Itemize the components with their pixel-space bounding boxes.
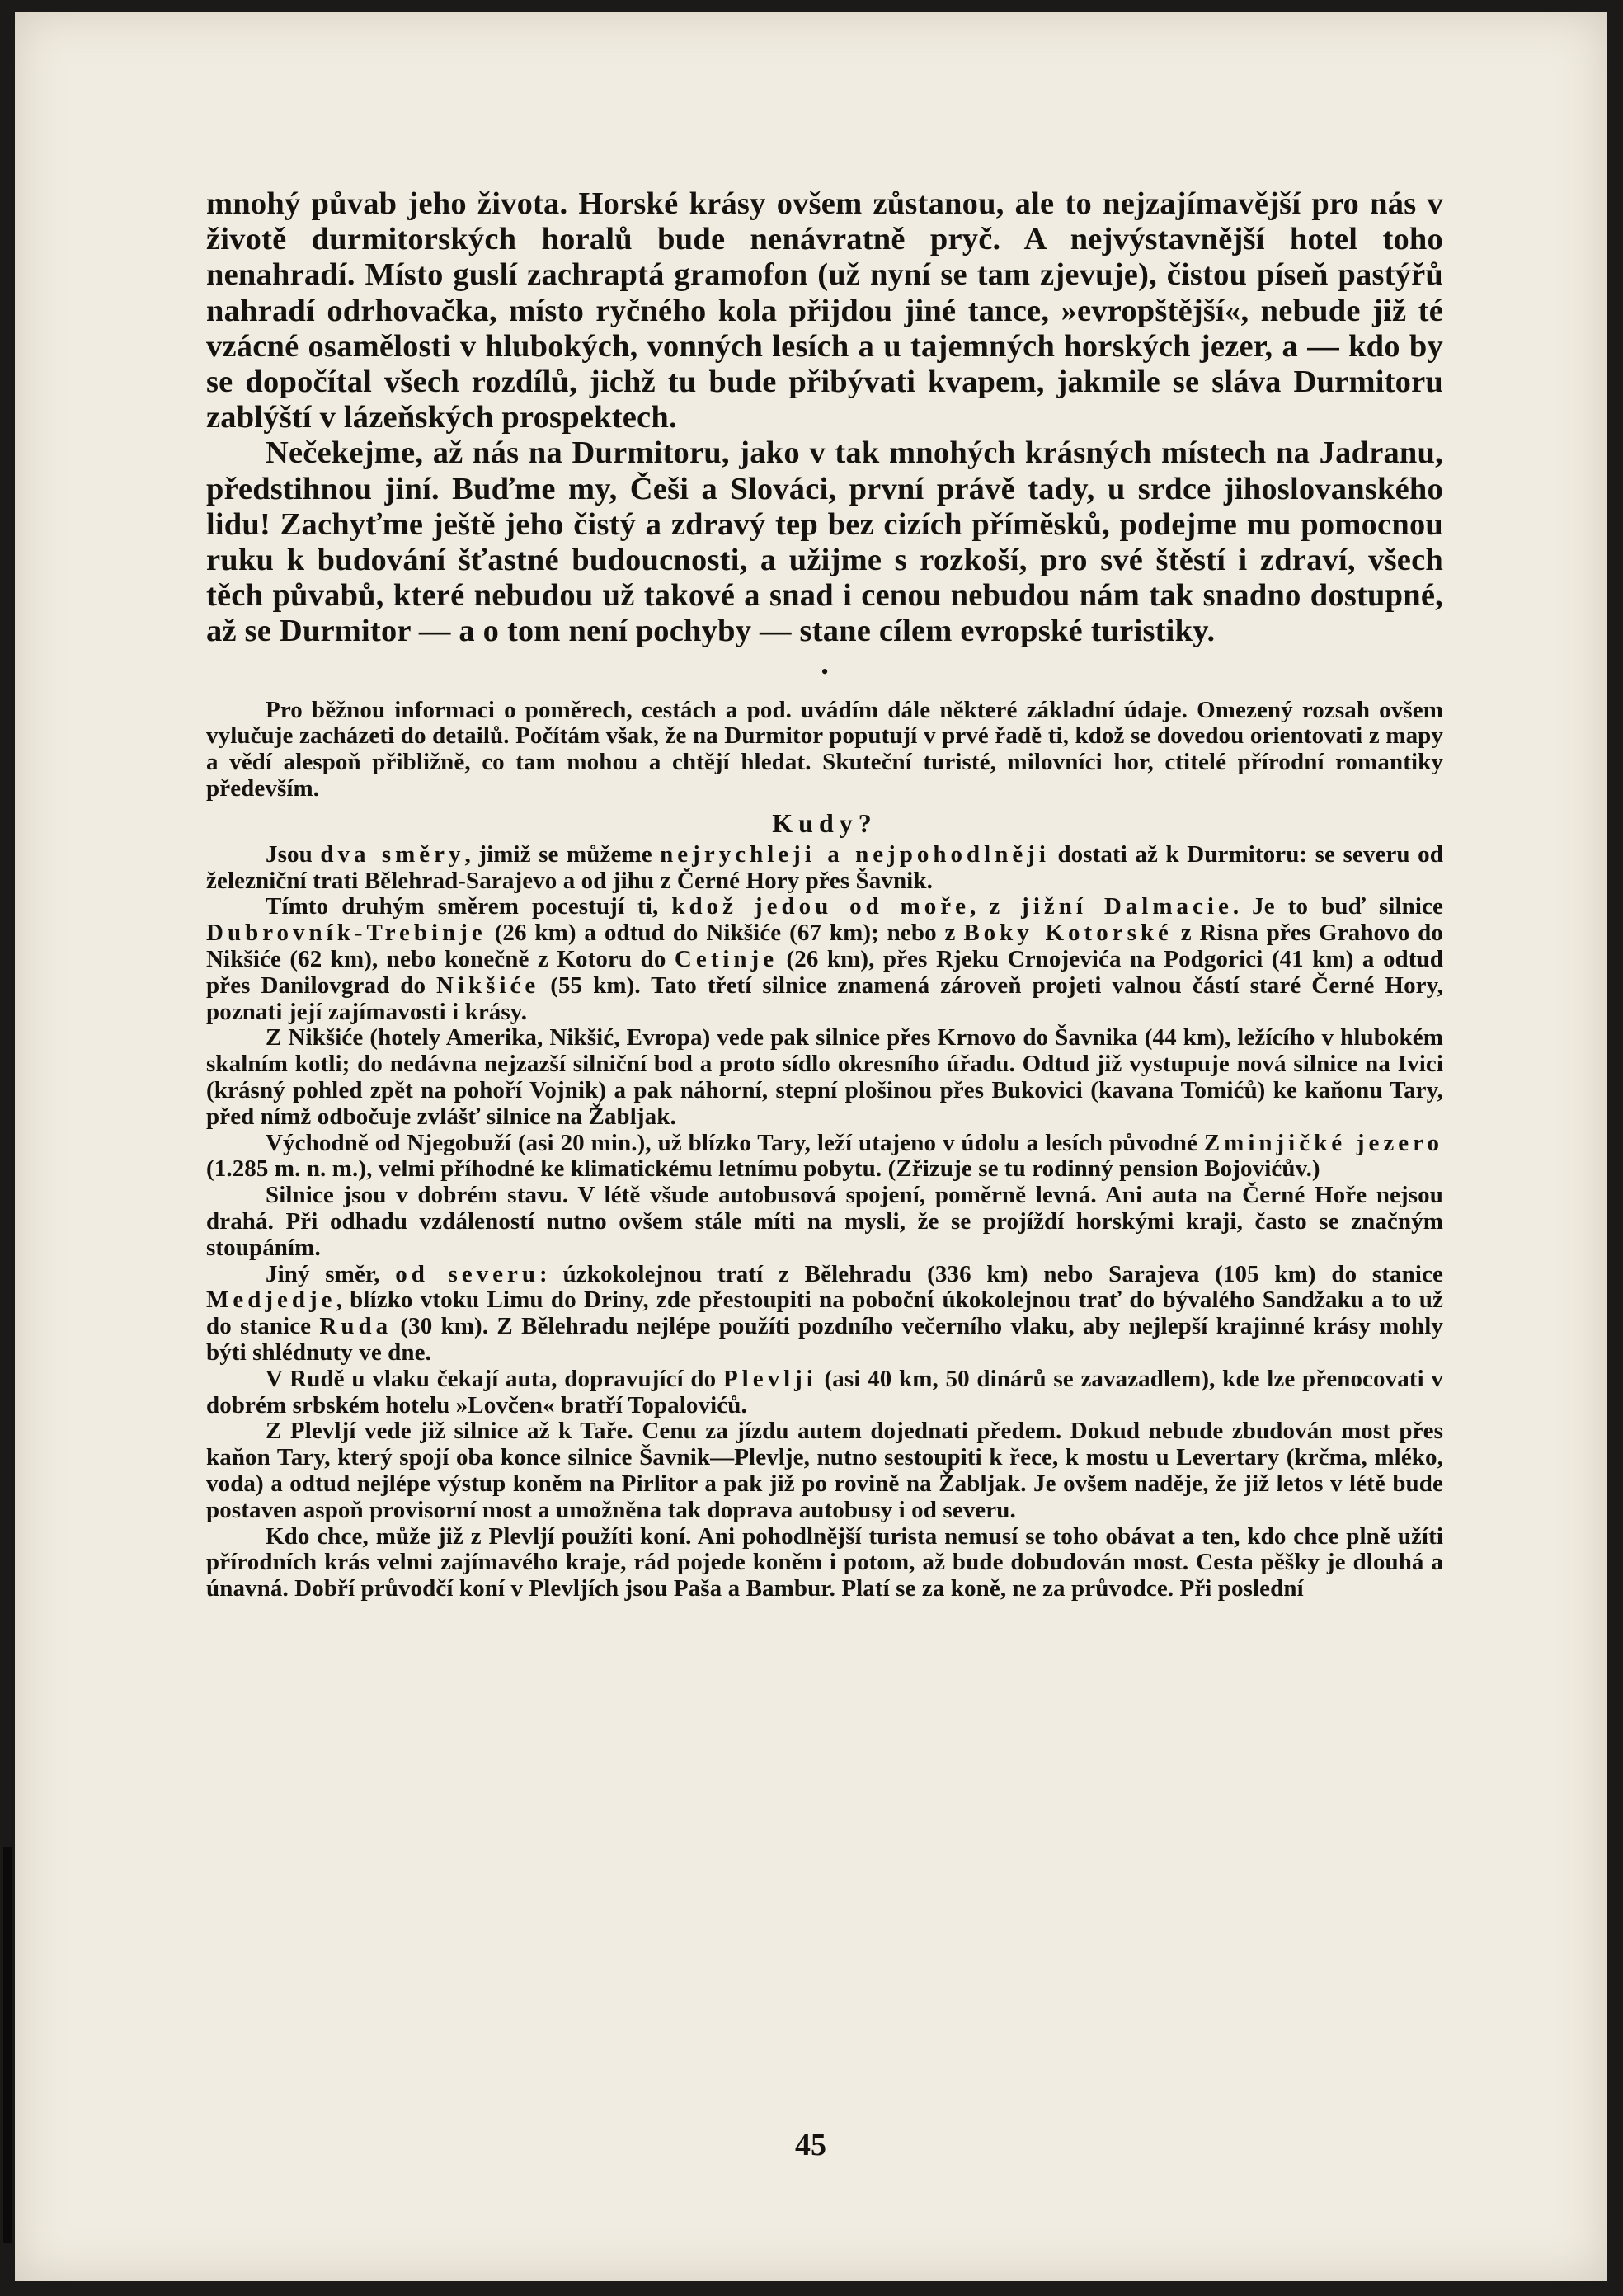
south-text-m: (55 km). Tato třetí silnice znamená zároveň projeti valnou částí staré Černé Hory, poznati její zajímavosti i krásy. — [206, 972, 1443, 1025]
south-text-g: (26 km) a odtud do Nikšiće (67 km); nebo z — [486, 920, 964, 947]
north-text-g: (30 km). Z Bělehradu nejlépe použíti pozdního večerního vlaku, aby nejlepší krajinné krásy mohly býti shlédnuty ve dne. — [206, 1313, 1443, 1366]
book-page — [15, 12, 1607, 2281]
paragraph-roads: Silnice jsou v dobrém stavu. V létě všude autobusová spojení, poměrně levná. Ani auta na Černé Hoře nejsou drahá. Při odhadu vzdáleností nutno ovšem stále míti na mysli, že se projíždí horskými kraji, často se značným stoupáním. — [206, 1182, 1443, 1261]
routes-text-e: dostati až k Durmitoru: se severu od železniční trati Bělehrad-Sarajevo a od jihu z Černé Hory přes Šavnik. — [206, 840, 1443, 894]
ruda-text-a: V Rudě u vlaku čekají auta, dopravující do — [266, 1365, 723, 1392]
ruda-spaced-plevlji: Plevlji — [722, 1365, 817, 1392]
north-spaced-from-north: od severu — [395, 1260, 540, 1287]
south-text-a: Tímto druhým směrem pocestují ti, — [266, 893, 672, 920]
main-text — [206, 186, 1443, 650]
east-text-a: Východně od Njegobuží (asi 20 min.), už blízko Tary, leží utajeno v údolu a lesích původné — [266, 1129, 1204, 1156]
paragraph-intro-2: Nečekejme, až nás na Durmitoru, jako v tak mnohých krásných místech na Jadranu, předstihnou jiní. Buďme my, Češi a Slováci, první právě tady, u srdce jihoslovanského lidu! Zachyťme ještě jeho čistý a zdravý tep bez cizích příměsků, podejme mu pomocnou ruku k budování šťastné budoucnosti, a užijme s rozkoší, pro své štěstí i zdraví, všech těch půvabů, které nebudou už takové a snad i cenou nebudou nám tak snadno dostupné, až se Durmitor — a o tom není pochyby — stane cílem evropské turistiky. — [206, 435, 1443, 649]
page-text-column — [206, 186, 1443, 1602]
section-separator: • — [821, 659, 829, 684]
routes-text-c: , jimiž se můžeme — [464, 840, 661, 868]
routes-spaced-two-ways: dva směry — [320, 840, 465, 868]
south-spaced-dubrovnik: Dubrovník-Trebinje — [206, 920, 487, 947]
paragraph-east — [206, 1131, 1443, 1183]
south-text-k: (26 km), přes Rjeku Crnojevića na Podgorici (41 km) a odtud přes Danilovgrad do — [206, 946, 1444, 999]
paragraph-horse: Kdo chce, může již z Plevljí použíti koní. Ani pohodlnější turista nemusí se toho obávat a ten, kdo chce plně užíti přírodních krás velmi zajímavého kraje, rád pojede koněm i potom, až bude dobudován most. Cesta pěšky je dlouhá a únavná. Dobří průvodčí koní v Plevljích jsou Paša a Bambur. Platí se za koně, ne za průvodce. Při poslední — [206, 1522, 1443, 1602]
paragraph-routes — [206, 842, 1443, 895]
ruda-text-c: (asi 40 km, 50 dinárů se zavazadlem), kde lze přenocovati v dobrém srbském hotelu »Lovčen« bratří Topalovićů. — [206, 1365, 1443, 1419]
south-text-i: z Risna přes Grahovo do Nikšiće (62 km), nebo konečně z Kotoru do — [206, 920, 1443, 973]
paragraph-ruda — [206, 1367, 1443, 1419]
routes-text-a: Jsou — [266, 840, 321, 868]
scan-edge-mark — [3, 1847, 12, 2243]
south-spaced-from-sea: kdož jedou od moře — [671, 893, 971, 920]
paragraph-niksic: Z Nikšiće (hotely Amerika, Nikšić, Evropa) vede pak silnice přes Krnovo do Šavnika (44 km), ležícího v hlubokém skalním kotli; do nedávna nejzazší silniční bod a proto sídlo okresního úřadu. Odtud již vystupuje nová silnice na Ivici (krásný pohled zpět na pohoří Vojnik) a pak náhorní, stepní plošinou přes Bukovici (kavana Tomićů) ke kaňonu Tary, před nímž odbočuje zvlášť silnice na Žabljak. — [206, 1024, 1443, 1130]
section-heading: Kudy? — [772, 807, 877, 838]
north-spaced-ruda: Ruda — [319, 1313, 393, 1340]
north-text-c: : úzkokolejnou tratí z Bělehradu (336 km) nebo Sarajeva (105 km) do stanice — [539, 1260, 1443, 1287]
paragraph-info: Pro běžnou informaci o poměrech, cestách a pod. uvádím dále některé základní údaje. Omezený rozsah ovšem vylučuje zacházeti do detailů. Počítám však, že na Durmitor poputují v prvé řadě ti, kdož se dovedou orientovati z mapy a vědí alespoň přibližně, co tam mohou a chtějí hledat. Skuteční turisté, milovníci hor, ctitelé přírodní romantiky především. — [206, 696, 1443, 802]
south-text-e: . Je to buď silnice — [1232, 893, 1443, 920]
south-spaced-cetinje: Cetinje — [674, 946, 779, 973]
paragraph-north-route — [206, 1262, 1443, 1367]
north-spaced-medjedje: Medjedje — [206, 1287, 336, 1314]
south-spaced-dalmatia: z jižní Dalmacie — [989, 893, 1233, 920]
page-number: 45 — [795, 2128, 826, 2162]
paragraph-plevlji: Z Plevljí vede již silnice až k Taře. Cenu za jízdu autem dojednati předem. Dokud nebude zbudován most přes kaňon Tary, který spojí oba konce silnice Šavnik—Plevlje, nutno sestoupiti k řece, k mostu u Levertary (krčma, mléko, voda) a odtud nejlépe výstup koněm na Pirlitor a pak již po rovině na Žabljak. Je ovšem naděje, že již letos v létě bude postaven aspoň provisorní most a umožněna tak doprava autobusy i od severu. — [206, 1418, 1443, 1523]
travel-info — [206, 698, 1443, 1602]
north-text-e: , blízko vtoku Limu do Driny, zde přestoupiti na pobočnί úkokolejnou trať do bývalého Sandžaku a to už do stanice — [206, 1287, 1443, 1340]
south-text-c: , — [970, 893, 990, 920]
north-text-a: Jiný směr, — [266, 1260, 396, 1287]
east-text-c: (1.285 m. n. m.), velmi příhodné ke klimatickému letnímu pobytu. (Zřizuje se tu rodinný pension Bojovićův.) — [206, 1155, 1320, 1183]
south-spaced-boka: Boky Kotorské — [963, 920, 1173, 947]
routes-spaced-fastest: nejrychleji a nejpohodlněji — [660, 840, 1050, 868]
south-spaced-niksic: Nikšiće — [436, 972, 540, 999]
east-spaced-lake: Zminjičké jezero — [1203, 1129, 1443, 1156]
paragraph-intro-1: mnohý půvab jeho života. Horské krásy ovšem zůstanou, ale to nejzajímavější pro nás v životě durmitorských horalů bude nenávratně pryč. A nejvýstavnější hotel toho nenahradí. Místo guslí zachraptá gramofon (už nyní se tam zjevuje), čistou píseň pastýřů nahradí odrhovačka, místo ryčného kola přijdou jiné tance, »evropštější«, nebude již té vzácné osamělosti v hlubokých, vonných lesích a u tajemných horských jezer, a — kdo by se dopočítal všech rozdílů, jichž tu bude přibývati kvapem, jakmile se sláva Durmitoru zablýští v lázeňských prospektech. — [206, 186, 1443, 435]
paragraph-south-route — [206, 894, 1443, 1025]
